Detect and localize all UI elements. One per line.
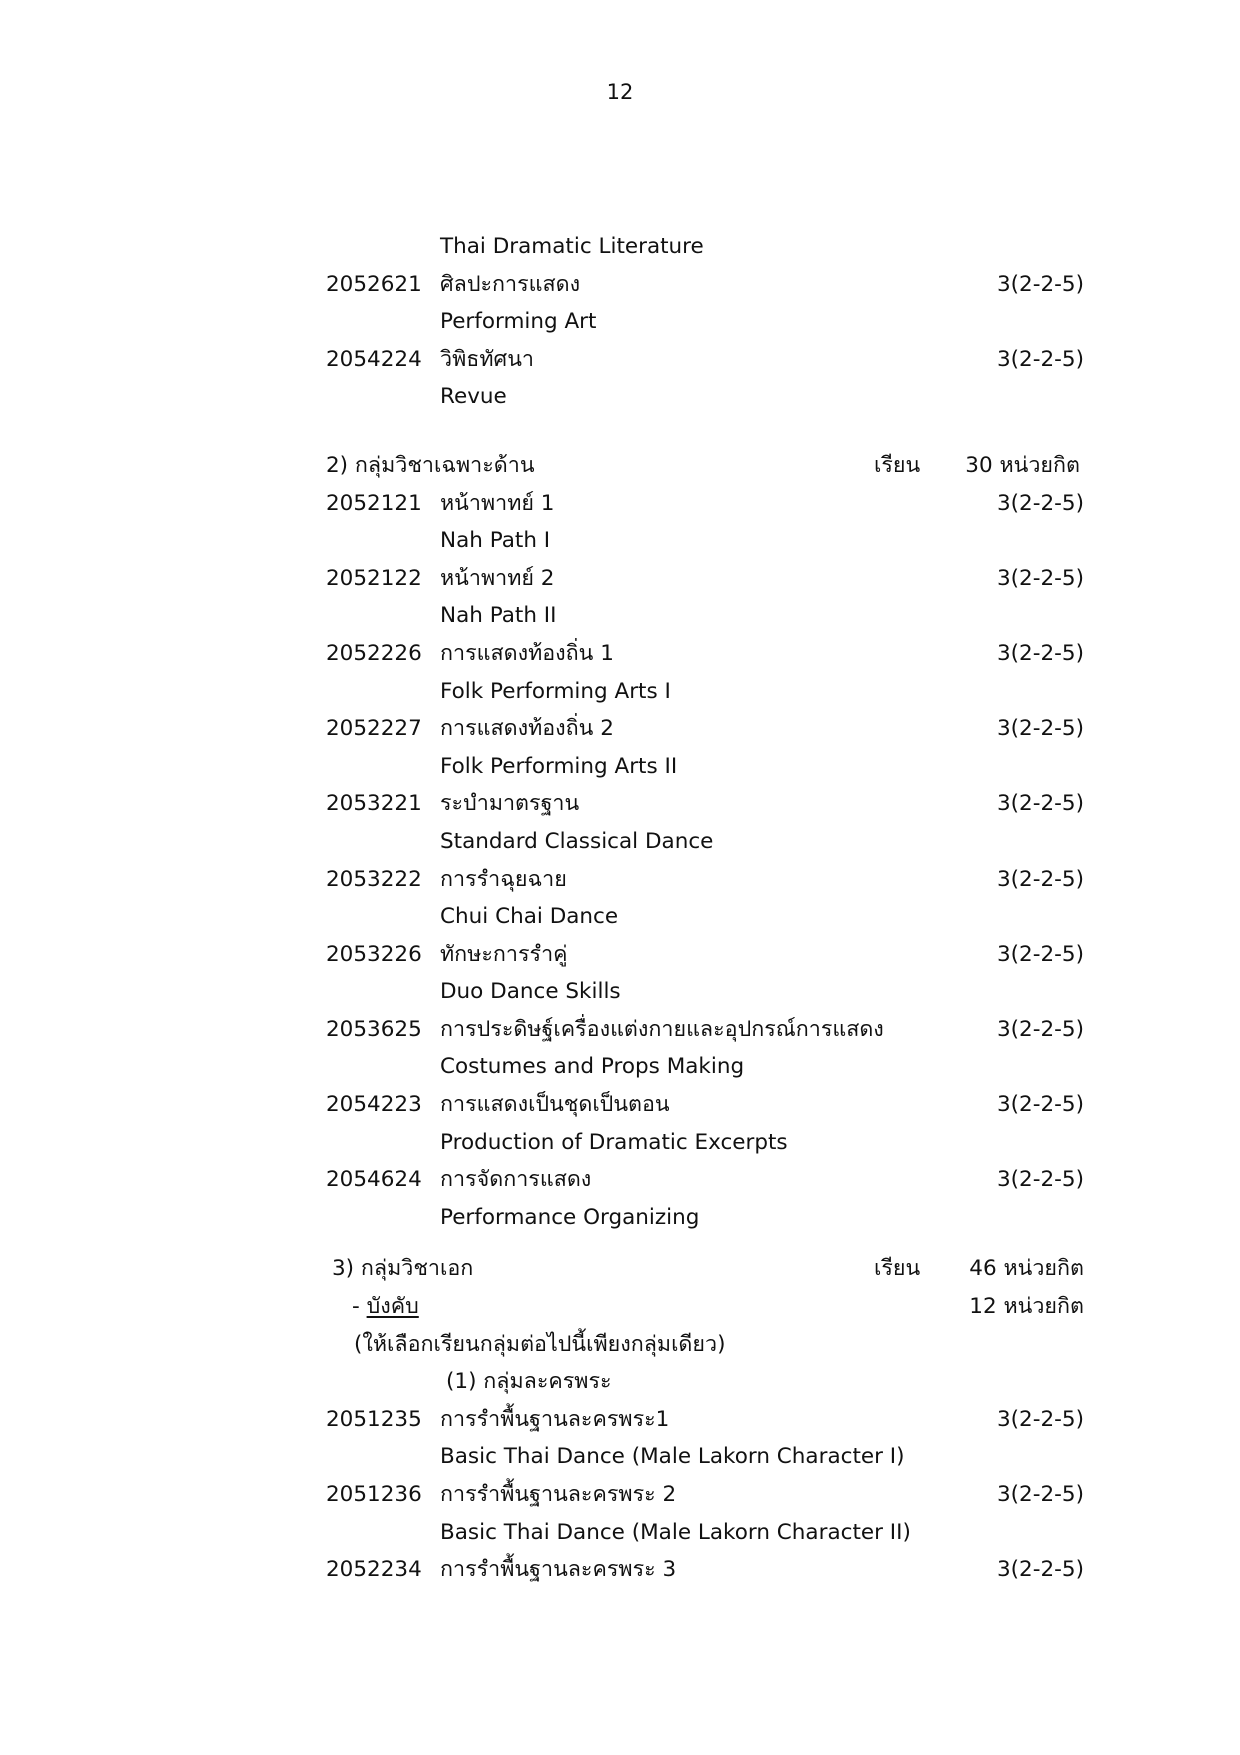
course-code: 2051235	[326, 1406, 422, 1432]
group3-course-list	[0, 1401, 1240, 1589]
course-row	[0, 710, 1240, 748]
course-title-en-row	[0, 1048, 1240, 1086]
course-title-th: ศิลปะการแสดง	[440, 271, 581, 297]
course-credits: 3(2-2-5)	[996, 1092, 1084, 1118]
course-title-th: การรำพื้นฐานละครพระ 3	[440, 1557, 677, 1583]
course-title-en-row	[0, 823, 1240, 861]
curriculum-content	[0, 228, 1240, 1589]
course-code: 2052621	[326, 271, 422, 297]
course-credits: 3(2-2-5)	[996, 1557, 1084, 1583]
group-units: 46 หน่วยกิต	[969, 1256, 1084, 1282]
group3-header	[0, 1250, 1240, 1288]
course-title-en: Revue	[440, 384, 507, 410]
course-title-en: Chui Chai Dance	[440, 904, 619, 930]
course-title-th: การรำฉุยฉาย	[440, 866, 567, 892]
course-row	[0, 485, 1240, 523]
course-title-en-row	[0, 597, 1240, 635]
course-title-en: Nah Path II	[440, 603, 557, 629]
course-title-en: Basic Thai Dance (Male Lakorn Character I)	[440, 1444, 905, 1470]
selection-note: (ให้เลือกเรียนกลุ่มต่อไปนี้เพียงกลุ่มเดียว)	[354, 1331, 726, 1357]
course-title-th: วิพิธทัศนา	[440, 346, 534, 372]
course-title-th: หน้าพาทย์ 2	[440, 565, 555, 591]
course-title-th: การแสดงท้องถิ่น 1	[440, 640, 614, 666]
course-row	[0, 266, 1240, 304]
subgroup-row	[0, 1363, 1240, 1401]
course-credits: 3(2-2-5)	[996, 490, 1084, 516]
course-title-en: Standard Classical Dance	[440, 828, 714, 854]
course-title-th: การรำพื้นฐานละครพระ 2	[440, 1482, 677, 1507]
subgroup-title: (1) กลุ่มละครพระ	[446, 1369, 612, 1395]
required-units: 12 หน่วยกิต	[969, 1294, 1084, 1320]
course-title-th: การประดิษฐ์เครื่องแต่งกายและอุปกรณ์การแสดง	[440, 1016, 884, 1042]
course-title-en-row	[0, 973, 1240, 1011]
course-title-en: Performing Art	[440, 309, 597, 335]
group2-header	[0, 447, 1240, 485]
course-credits: 3(2-2-5)	[996, 1482, 1084, 1507]
course-code: 2051236	[326, 1482, 422, 1507]
course-code: 2053625	[326, 1016, 422, 1042]
course-title-en-row	[0, 673, 1240, 711]
course-title-th: การรำพื้นฐานละครพระ1	[440, 1406, 670, 1432]
course-credits: 3(2-2-5)	[996, 716, 1084, 742]
course-row	[0, 785, 1240, 823]
course-title-en: Nah Path I	[440, 528, 551, 554]
course-code: 2052227	[326, 716, 422, 742]
group-units: 30 หน่วยกิต	[965, 452, 1080, 478]
course-title-en-row	[0, 378, 1240, 416]
course-title-th: หน้าพาทย์ 1	[440, 490, 555, 516]
course-title-th: การแสดงเป็นชุดเป็นตอน	[440, 1092, 670, 1118]
course-title-en: Folk Performing Arts II	[440, 753, 678, 779]
course-title-th: ทักษะการรำคู่	[440, 941, 568, 967]
course-code: 2054224	[326, 346, 422, 372]
course-credits: 3(2-2-5)	[996, 1406, 1084, 1432]
course-row	[0, 936, 1240, 974]
course-title-en: Duo Dance Skills	[440, 979, 621, 1005]
course-title-en: Performance Organizing	[440, 1204, 700, 1230]
course-credits: 3(2-2-5)	[996, 1167, 1084, 1193]
course-title-th: การจัดการแสดง	[440, 1167, 592, 1193]
required-row	[0, 1288, 1240, 1326]
course-title-en-row	[0, 303, 1240, 341]
course-code: 2053222	[326, 866, 422, 892]
course-credits: 3(2-2-5)	[996, 791, 1084, 817]
course-code: 2052234	[326, 1557, 422, 1583]
course-code: 2052122	[326, 565, 422, 591]
course-title-en: Production of Dramatic Excerpts	[440, 1129, 788, 1155]
course-title-en-row	[0, 1438, 1240, 1476]
course-credits: 3(2-2-5)	[996, 346, 1084, 372]
course-title-en-row	[0, 1124, 1240, 1162]
course-row	[0, 1476, 1240, 1514]
course-row	[0, 635, 1240, 673]
course-title-th: ระบำมาตรฐาน	[440, 791, 580, 817]
course-title-en: Costumes and Props Making	[440, 1054, 745, 1080]
course-title-en: Folk Performing Arts I	[440, 678, 671, 704]
course-row	[0, 1551, 1240, 1589]
course-row	[0, 1086, 1240, 1124]
course-credits: 3(2-2-5)	[996, 565, 1084, 591]
course-row	[0, 341, 1240, 379]
course-row	[0, 861, 1240, 899]
course-code: 2053226	[326, 941, 422, 967]
course-code: 2054223	[326, 1092, 422, 1118]
course-credits: 3(2-2-5)	[996, 1016, 1084, 1042]
course-credits: 3(2-2-5)	[996, 640, 1084, 666]
page-number: 12	[606, 80, 634, 104]
note-row	[0, 1326, 1240, 1364]
course-row	[0, 1401, 1240, 1439]
study-label: เรียน	[874, 452, 921, 478]
course-title-en-row	[0, 1514, 1240, 1552]
course-title-en: Thai Dramatic Literature	[440, 234, 704, 259]
study-label: เรียน	[874, 1256, 921, 1282]
course-code: 2054624	[326, 1167, 422, 1193]
course-code: 2052121	[326, 490, 422, 516]
course-row	[0, 1161, 1240, 1199]
group2-course-list	[0, 485, 1240, 1237]
course-credits: 3(2-2-5)	[996, 271, 1084, 297]
course-credits: 3(2-2-5)	[996, 866, 1084, 892]
course-code: 2052226	[326, 640, 422, 666]
course-code: 2053221	[326, 791, 422, 817]
course-title-th: การแสดงท้องถิ่น 2	[440, 716, 614, 742]
course-title-en-row	[0, 748, 1240, 786]
course-title-en-row	[0, 898, 1240, 936]
course-title-en-row	[0, 522, 1240, 560]
required-label: - บังคับ	[352, 1294, 419, 1320]
group-title: 2) กลุ่มวิชาเฉพาะด้าน	[326, 452, 535, 478]
course-title-en: Basic Thai Dance (Male Lakorn Character II)	[440, 1519, 911, 1545]
course-row	[0, 1011, 1240, 1049]
group-title: 3) กลุ่มวิชาเอก	[332, 1256, 474, 1282]
course-row	[0, 560, 1240, 598]
course-credits: 3(2-2-5)	[996, 941, 1084, 967]
course-title-en-row	[0, 1199, 1240, 1237]
